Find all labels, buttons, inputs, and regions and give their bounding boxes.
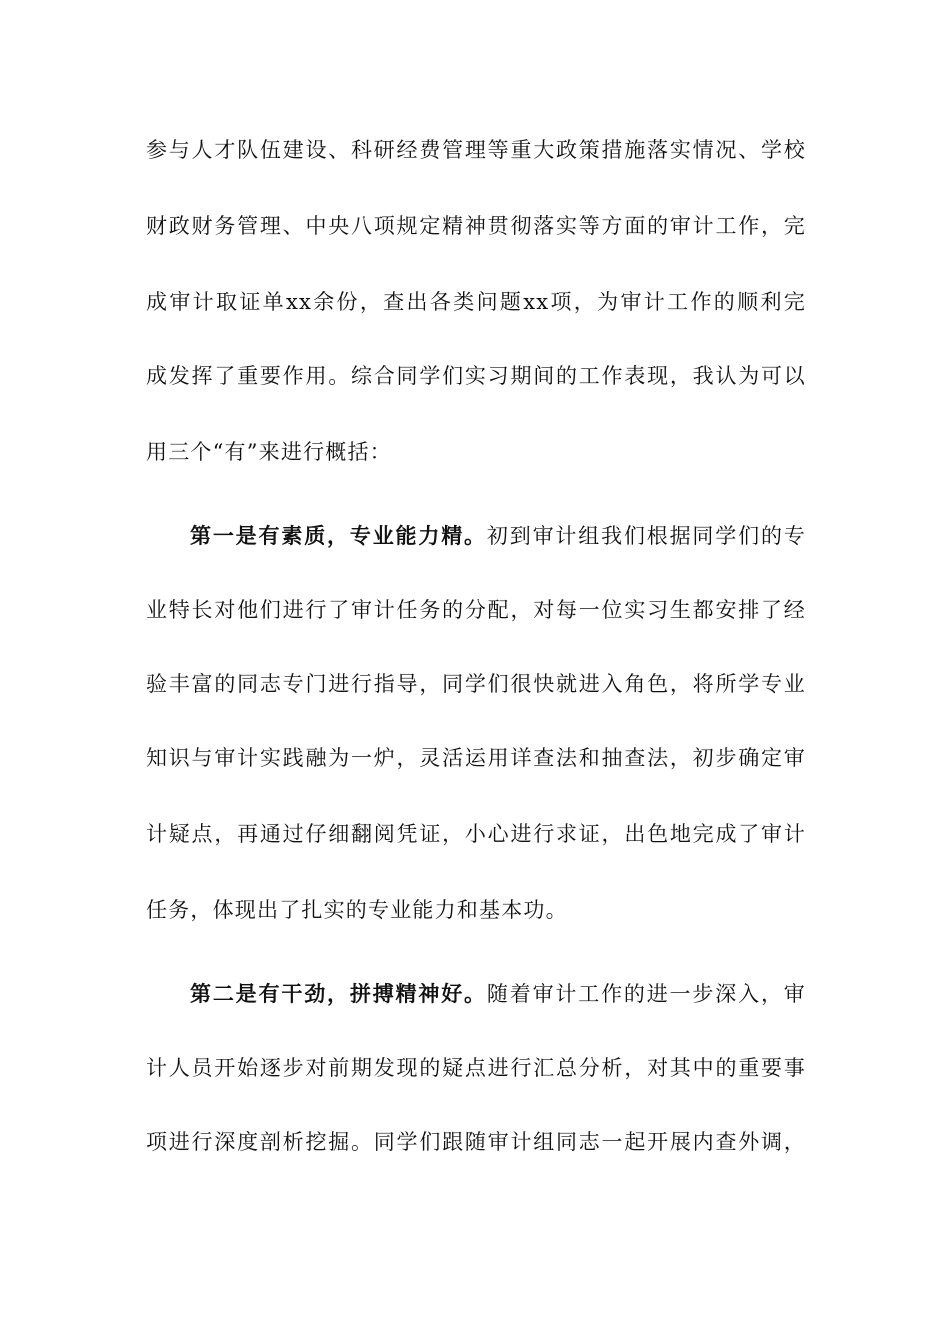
second-point-line-2: 计人员开始逐步对前期发现的疑点进行汇总分析，对其中的重要事: [146, 1056, 806, 1080]
first-point-heading: 第一是有素质，专业能力精。: [190, 523, 487, 548]
second-point-heading: 第二是有干劲，拼搏精神好。: [190, 981, 487, 1006]
first-point-line-4: 知识与审计实践融为一炉，灵活运用详查法和抽查法，初步确定审: [146, 746, 806, 770]
intro-line-1: 参与人才队伍建设、科研经费管理等重大政策措施落实情况、学校: [146, 138, 806, 162]
intro-line-2: 财政财务管理、中央八项规定精神贯彻落实等方面的审计工作，完: [146, 214, 806, 238]
first-point-line-2: 业特长对他们进行了审计任务的分配，对每一位实习生都安排了经: [146, 598, 806, 622]
second-point-line-1: [190, 976, 806, 1012]
first-point-line-1: [190, 518, 806, 554]
first-point-line-1-rest: 初到审计组我们根据同学们的专: [486, 524, 806, 548]
second-point-line-3: 项进行深度剖析挖掘。同学们跟随审计组同志一起开展内查外调，: [146, 1130, 806, 1154]
first-point-line-5: 计疑点，再通过仔细翻阅凭证，小心进行求证，出色地完成了审计: [146, 822, 806, 846]
intro-line-5: 用三个“有”来进行概括：: [146, 440, 392, 464]
second-point-line-1-rest: 随着审计工作的进一步深入，审: [486, 982, 806, 1006]
first-point-line-6: 任务，体现出了扎实的专业能力和基本功。: [146, 898, 568, 922]
intro-line-3: 成审计取证单xx余份，查出各类问题xx项，为审计工作的顺利完: [146, 290, 806, 314]
intro-line-4: 成发挥了重要作用。综合同学们实习期间的工作表现，我认为可以: [146, 364, 806, 388]
first-point-line-3: 验丰富的同志专门进行指导，同学们很快就进入角色，将所学专业: [146, 672, 806, 696]
